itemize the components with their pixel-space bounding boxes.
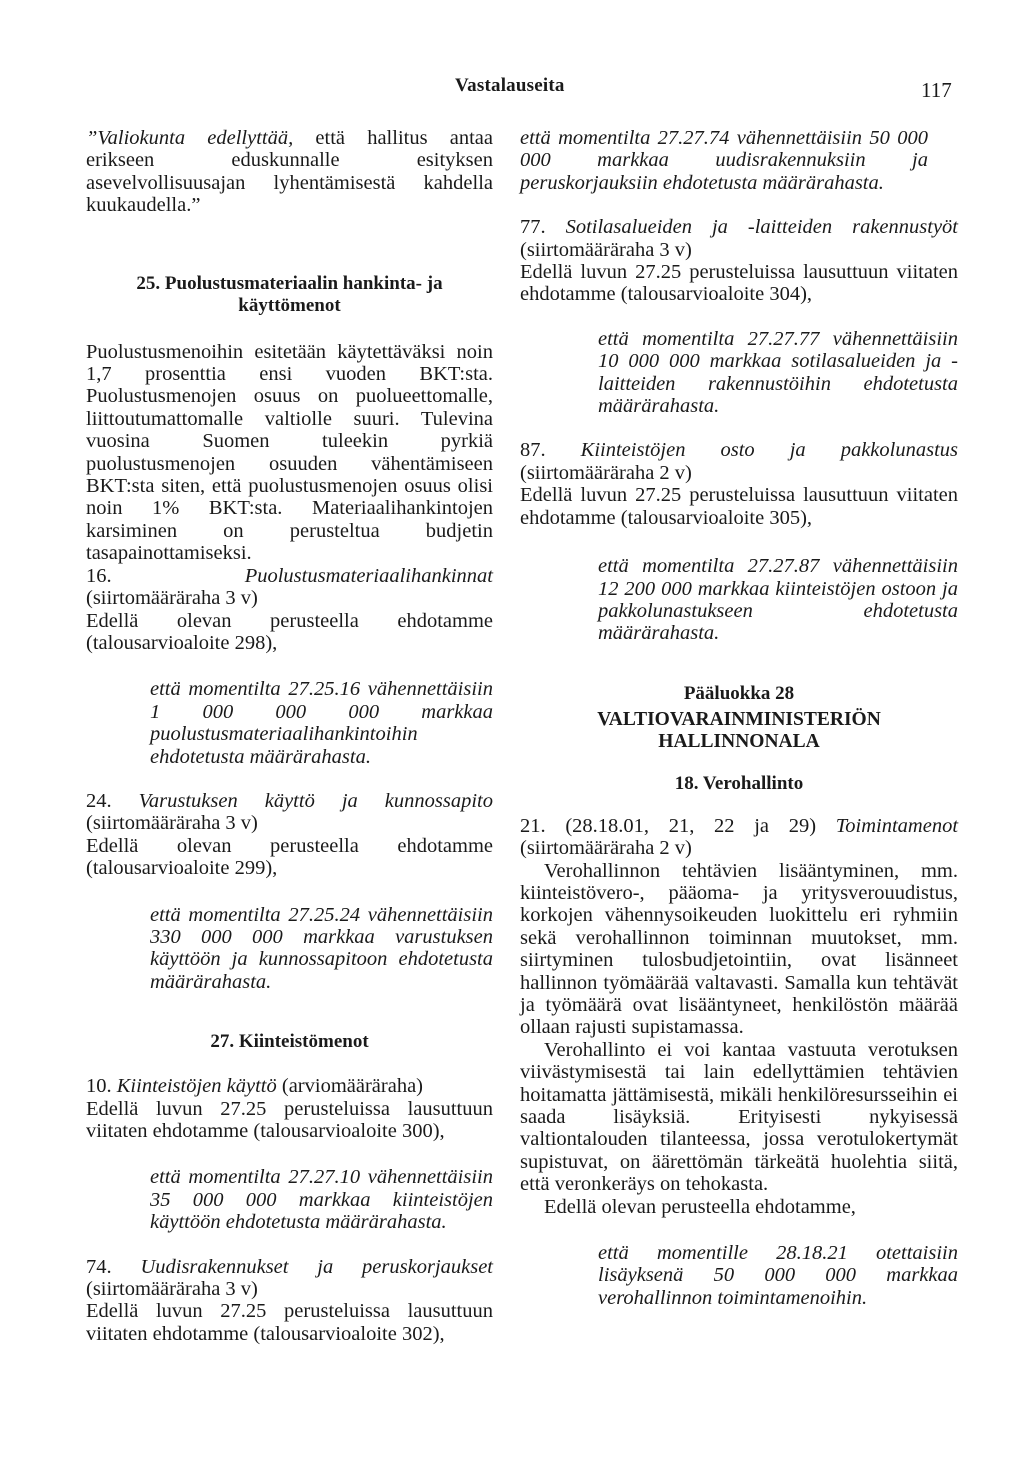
- section-25-text: Puolustusmenoihin esitetään käytettäväksi noin 1,7 prosenttia ensi vuoden BKT:sta. Puolustusmenojen osuus on puolueettomalle, liittoutumattomalle valtiolle suuri. Tulevina vuosina Suomen tuleekin pyrkiä puolustusmenojen osuuden vähentämiseen BKT:sta siten, että puolustusmenojen osuus olisi noin 1% BKT:sta. Materiaalihankintojen karsiminen on perusteltua budjetin tasapainottamiseksi.: [86, 340, 493, 565]
- item-87-title: 87. Kiinteistöjen osto ja pakkolunastus (siirtomääräraha 2 v): [520, 439, 958, 484]
- committee-quote: [86, 127, 493, 217]
- item-24-motion: että momentilta 27.25.24 vähennettäisiin 330 000 000 markkaa varustuksen käyttöön ja kunnossapitoon ehdotetusta määrärahasta.: [150, 903, 493, 993]
- item-74-motion: että momentilta 27.27.74 vähennettäisiin 50 000 000 markkaa uudisrakennuksiin ja peruskorjauksiin ehdotetusta määrärahasta.: [520, 127, 928, 194]
- item-21-motion: että momentille 28.18.21 otettaisiin lisäyksenä 50 000 000 markkaa verohallinnon toimintamenoihin.: [598, 1242, 958, 1309]
- item-21-para2: Verohallinto ei voi kantaa vastuuta verotuksen viivästymisestä tai lain edellyttämien tehtävien hoitamatta jättämisestä, mikäli henkilöresursseihin ei saada lisäyksiä. Erityisesti nykyisessä valtiontalouden tilanteessa, jossa verotulokertymät supistuvat, on äärettömän tärkeätä huolehtia siitä, että veronkeräys on tehokasta.: [520, 1038, 958, 1196]
- item-21-para1: Verohallinnon tehtävien lisääntyminen, mm. kiinteistövero-, pääoma- ja yritysverouudistus, korkojen vähennysoikeuden luokittelu eri ryhmiin sekä verohallinnon toiminnan muutokset, mm. siirtyminen tulosbudjetointiin, ovat lisänneet hallinnon työmäärää valtavasti. Samalla kun tehtävät ja työmäärä ovat lisääntyneet, henkilöstön määrää ollaan rajusti supistamassa.: [520, 859, 958, 1039]
- item-74-title: 74. Uudisrakennukset ja peruskorjaukset (siirtomääräraha 3 v): [86, 1255, 494, 1301]
- running-title: Vastalauseita: [455, 75, 565, 96]
- right-column: [520, 127, 958, 1309]
- item-16-motion: että momentilta 27.25.16 vähennettäisiin 1 000 000 000 markkaa puolustusmateriaalihankintoihin ehdotetusta määrärahasta.: [150, 678, 493, 768]
- item-10-basis: Edellä luvun 27.25 perusteluissa lausuttuun viitaten ehdotamme (talousarvioaloite 300),: [86, 1097, 493, 1142]
- item-16-title: 16. Puolustusmateriaalihankinnat (siirtomääräraha 3 v): [86, 564, 493, 610]
- item-77-motion: että momentilta 27.27.77 vähennettäisiin 10 000 000 markkaa sotilasalueiden ja -laitteiden rakennustöihin ehdotetusta määrärahasta.: [598, 327, 958, 418]
- item-77-basis: Edellä luvun 27.25 perusteluissa lausuttuun viitaten ehdotamme (talousarvioaloite 304),: [520, 261, 958, 306]
- item-74-basis: Edellä luvun 27.25 perusteluissa lausuttuun viitaten ehdotamme (talousarvioaloite 302),: [86, 1300, 493, 1345]
- item-10-motion: että momentilta 27.27.10 vähennettäisiin 35 000 000 markkaa kiinteistöjen käyttöön ehdotetusta määrärahasta.: [150, 1166, 493, 1234]
- section-heading-18: 18. Verohallinto: [674, 772, 804, 794]
- quote-italic: ”Valiokunta edellyttää,: [86, 127, 294, 149]
- section-heading-25: 25. Puolustusmateriaalin hankinta- ja käyttömenot: [136, 272, 443, 316]
- item-24-basis: Edellä olevan perusteella ehdotamme (talousarvioaloite 299),: [86, 834, 493, 880]
- item-10-title: 10. Kiinteistöjen käyttö (arviomääräraha): [86, 1075, 423, 1098]
- item-24-title: 24. Varustuksen käyttö ja kunnossapito (siirtomääräraha 3 v): [86, 789, 493, 835]
- item-87-basis: Edellä luvun 27.25 perusteluissa lausuttuun viitaten ehdotamme (talousarvioaloite 305),: [520, 484, 958, 529]
- left-column: [86, 127, 493, 1345]
- main-class-heading: Pääluokka 28: [683, 682, 795, 704]
- item-16-basis: Edellä olevan perusteella ehdotamme (talousarvioaloite 298),: [86, 609, 493, 654]
- quote-rest: että hallitus antaa erikseen eduskunnalle esityksen asevelvollisuusajan lyhentämisestä kahdella kuukaudella.”: [86, 127, 493, 217]
- page-number: 117: [921, 78, 952, 102]
- item-87-motion: että momentilta 27.27.87 vähennettäisiin 12 200 000 markkaa kiinteistöjen ostoon ja pakkolunastukseen ehdotetusta määrärahasta.: [598, 555, 958, 645]
- ministry-heading: VALTIOVARAINMINISTERIÖN HALLINNONALA: [597, 708, 881, 752]
- section-heading-27: 27. Kiinteistömenot: [210, 1031, 369, 1053]
- item-21-title: 21. (28.18.01, 21, 22 ja 29) Toimintamenot (siirtomääräraha 2 v): [520, 814, 959, 860]
- item-77-title: 77. Sotilasalueiden ja -laitteiden rakennustyöt (siirtomääräraha 3 v): [520, 216, 958, 261]
- item-21-basis: Edellä olevan perusteella ehdotamme,: [544, 1195, 856, 1218]
